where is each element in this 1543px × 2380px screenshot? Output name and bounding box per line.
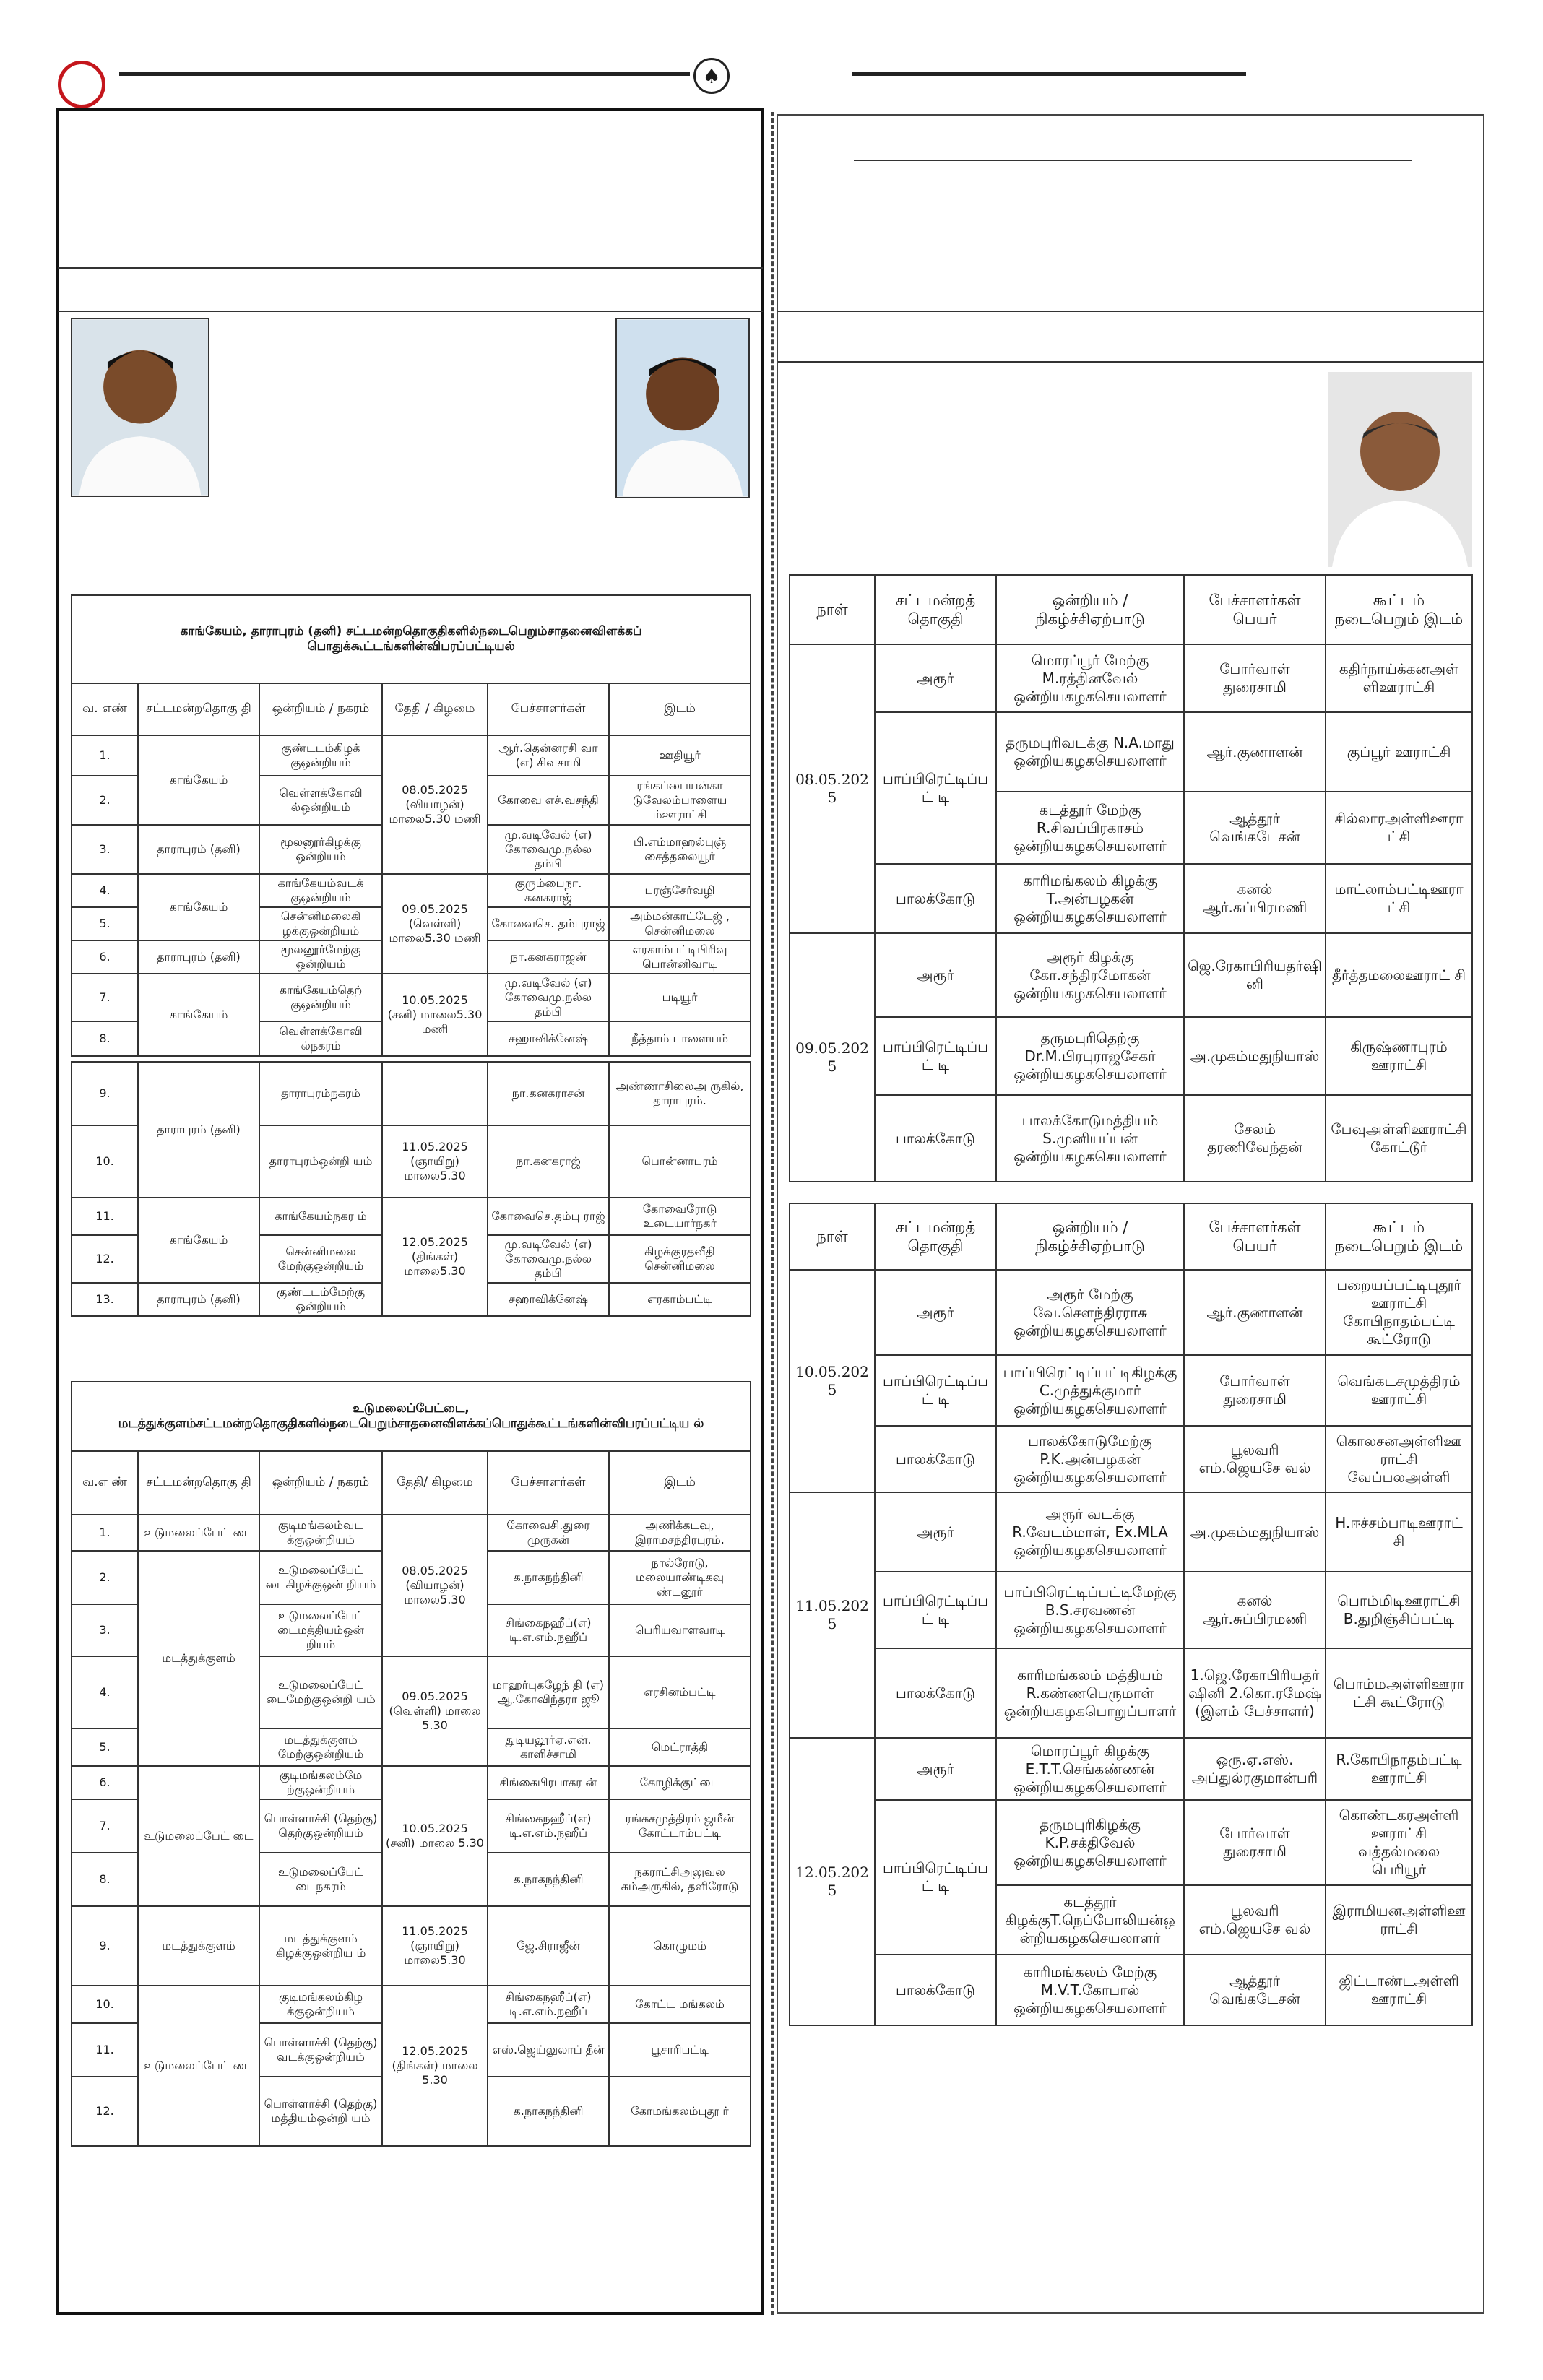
cell: 08.05.2025 (வியாழன்) மாலை5.30 மணி: [382, 735, 488, 874]
cell: பாலக்கோடுமேற்கு P.K.அன்பழகன் ஒன்றியகழகசெயலாளர்: [996, 1426, 1184, 1492]
cell: பொம்மிடிஊராட்சி B.துறிஞ்சிப்பட்டி: [1326, 1572, 1472, 1648]
cell: தருமபுரிதெற்கு Dr.M.பிரபுராஜசேகர் ஒன்றியகழகசெயலாளர்: [996, 1017, 1184, 1095]
cell: [382, 1062, 488, 1125]
cell: மடத்துக்குளம் மேற்குஒன்றியம்: [259, 1728, 382, 1766]
cell: போர்வாள் துரைசாமி: [1184, 1355, 1326, 1426]
cell: 1.: [72, 1515, 138, 1551]
col-header: பேச்சாளர்கள்: [488, 683, 609, 735]
cell: 10.: [72, 1986, 138, 2023]
cell: கடத்தூர் மேற்கு R.சிவப்பிரகாசம் ஒன்றியகழகசெயலாளர்: [996, 792, 1184, 864]
cell: 7.: [72, 1799, 138, 1853]
col-header: வ. எண்: [72, 683, 138, 735]
cell: வெள்ளக்கோவி ல்நகரம்: [259, 1021, 382, 1056]
col-header: சட்டமன்றதொகு தி: [138, 1451, 259, 1515]
cell: பாலக்கோடு: [875, 1648, 996, 1738]
cell: உடுமலைப்பேட் டை: [138, 1986, 259, 2146]
cell: ஆர்.குணாளன்: [1184, 712, 1326, 792]
table-row: [72, 1515, 751, 1551]
cell: பாப்பிரெட்டிப்பட் டி: [875, 1572, 996, 1648]
cell: 3.: [72, 1604, 138, 1656]
cell: 12.: [72, 2077, 138, 2146]
cell: கோவைசெ. தம்புராஜ்: [488, 907, 609, 940]
cell: 9.: [72, 1906, 138, 1986]
cell: தருமபுரிவடக்கு N.A.மாது ஒன்றியகழகசெயலாளர்: [996, 712, 1184, 792]
table-caption: உடுமலைப்பேட்டை, மடத்துக்குளம்சட்டமன்றதொகுதிகளில்நடைபெறும்சாதனைவிளக்கப்பொதுக்கூட்டங்களின்விபரப்பட்டிய ல்: [72, 1382, 751, 1451]
cell: உடுமலைப்பேட் டை: [138, 1515, 259, 1551]
cell: பாப்பிரெட்டிப்பட்டிகிழக்கு C.முத்துக்குமார் ஒன்றியகழகசெயலாளர்: [996, 1355, 1184, 1426]
cell: தாராபுரம் (தனி): [138, 940, 259, 974]
cell: சில்லாரஅள்ளிஊரா ட்சி: [1326, 792, 1472, 864]
cell: அரூர் வடக்கு R.வேடம்மாள், Ex.MLA ஒன்றியகழகசெயலாளர்: [996, 1492, 1184, 1572]
cell: இராமியனஅள்ளிஊ ராட்சி: [1326, 1885, 1472, 1955]
table-row: [790, 1017, 1472, 1095]
col-header: நாள்: [790, 1203, 875, 1270]
cell: கொண்டகரஅள்ளி ஊராட்சி வத்தல்மலை பெரியூர்: [1326, 1800, 1472, 1885]
cell: நீத்தாம் பாளையம்: [609, 1021, 751, 1056]
cell: கனல் ஆர்.சுப்பிரமணி: [1184, 1572, 1326, 1648]
cell: குண்டடம்மேற்கு ஒன்றியம்: [259, 1283, 382, 1316]
cell: 12.: [72, 1235, 138, 1283]
cell: அம்மன்காட்டேஜ் , சென்னிமலை: [609, 907, 751, 940]
cell: கோமங்கலம்புதூ ர்: [609, 2077, 751, 2146]
cell: பாலக்கோடு: [875, 1955, 996, 2025]
cell: குடிமங்கலம்கிழ க்குஒன்றியம்: [259, 1986, 382, 2023]
cell: மூலனூர்கிழக்கு ஒன்றியம்: [259, 825, 382, 874]
cell: 8.: [72, 1021, 138, 1056]
table-row: [790, 1955, 1472, 2025]
cell: மொரப்பூர் கிழக்கு E.T.T.செங்கண்ணன் ஒன்றியகழகசெயலாளர்: [996, 1738, 1184, 1800]
cell: மெட்ராத்தி: [609, 1728, 751, 1766]
cell: உடுமலைப்பேட் டைமத்தியம்ஒன் றியம்: [259, 1604, 382, 1656]
cell: சஹாவிக்னேஷ்: [488, 1283, 609, 1316]
cell: க.நாகநந்தினி: [488, 1853, 609, 1906]
cell: காங்கேயம்: [138, 974, 259, 1056]
col-header: பேச்சாளர்கள் பெயர்: [1184, 575, 1326, 644]
table-row: [72, 874, 751, 907]
cell: நால்ரோடு, மலையாண்டிகவு ண்டனூர்: [609, 1551, 751, 1604]
cell: எஸ்.ஜெய்லுலாப் தீன்: [488, 2023, 609, 2077]
cell: உடுமலைப்பேட் டைகிழக்குஒன் றியம்: [259, 1551, 382, 1604]
table-row: [790, 1426, 1472, 1492]
right-rule-2: [778, 361, 1483, 363]
col-header: சட்டமன்றத் தொகுதி: [875, 1203, 996, 1270]
cell: குப்பூர் ஊராட்சி: [1326, 712, 1472, 792]
cell: 10.05.2025 (சனி) மாலை 5.30: [382, 1766, 488, 1906]
left-schedule-table-2: [71, 1381, 751, 2147]
cell: சிங்கைபிரபாகர ன்: [488, 1766, 609, 1799]
cell: பரஞ்சேர்வழி: [609, 874, 751, 907]
cell: 11.: [72, 2023, 138, 2077]
col-header: ஒன்றியம் /நிகழ்ச்சிஏற்பாடு: [996, 1203, 1184, 1270]
right-schedule-table-1: [789, 574, 1473, 1182]
cell: உடுமலைப்பேட் டை: [138, 1766, 259, 1906]
cell: அண்ணாசிலைஅ ருகில், தாராபுரம்.: [609, 1062, 751, 1125]
cell: தாராபுரம்ஒன்றி யம்: [259, 1125, 382, 1198]
cell: போர்வாள் துரைசாமி: [1184, 1800, 1326, 1885]
cell: பொள்ளாச்சி (தெற்கு) வடக்குஒன்றியம்: [259, 2023, 382, 2077]
cell: காரிமங்கலம் மேற்கு M.V.T.கோபால் ஒன்றியகழகசெயலாளர்: [996, 1955, 1184, 2025]
cell: கோட்ட மங்கலம்: [609, 1986, 751, 2023]
header-rule-left: [119, 72, 690, 76]
date-cell: 11.05.2025: [790, 1492, 875, 1738]
cell: பாலக்கோடு: [875, 1426, 996, 1492]
left-schedule-table-1: [71, 594, 751, 1317]
cell: 4.: [72, 1656, 138, 1728]
cell: க.நாகநந்தினி: [488, 1551, 609, 1604]
col-header: கூட்டம் நடைபெறும் இடம்: [1326, 575, 1472, 644]
leader-photo-right: [1328, 372, 1472, 567]
cell: சேலம் தரணிவேந்தன்: [1184, 1095, 1326, 1182]
cell: பறையப்பட்டிபுதூர் ஊராட்சி கோபிநாதம்பட்டி கூட்ரோடு: [1326, 1270, 1472, 1355]
cell: 13.: [72, 1283, 138, 1316]
cell: வெள்ளக்கோவி ல்ஒன்றியம்: [259, 776, 382, 825]
cell: படியூர்: [609, 974, 751, 1021]
cell: கொலசனஅள்ளிஊ ராட்சி வேப்பலஅள்ளி: [1326, 1426, 1472, 1492]
cell: நா.கனகராசன்: [488, 1062, 609, 1125]
cell: பொன்னாபுரம்: [609, 1125, 751, 1198]
cell: கொழுமம்: [609, 1906, 751, 1986]
cell: 6.: [72, 940, 138, 974]
cell: பொள்ளாச்சி (தெற்கு) மத்தியம்ஒன்றி யம்: [259, 2077, 382, 2146]
elephant-emblem-icon: ♠: [693, 58, 730, 94]
cell: கோவைசி.துரை முருகன்: [488, 1515, 609, 1551]
table-row: [790, 864, 1472, 933]
date-cell: 12.05.2025: [790, 1738, 875, 2025]
column-divider: [772, 112, 774, 2315]
cell: அரூர்: [875, 1492, 996, 1572]
col-header: ஒன்றியம் /நிகழ்ச்சிஏற்பாடு: [996, 575, 1184, 644]
cell: பேவுஅள்ளிஊராட்சி கோட்டூர்: [1326, 1095, 1472, 1182]
table-row: [72, 1766, 751, 1799]
cell: 12.05.2025 (திங்கள்) மாலை5.30: [382, 1198, 488, 1316]
right-schedule-table-2: [789, 1203, 1473, 2026]
table-row: [790, 1492, 1472, 1572]
cell: காரிமங்கலம் கிழக்கு T.அன்பழகன் ஒன்றியகழகசெயலாளர்: [996, 864, 1184, 933]
date-cell: 09.05.2025: [790, 933, 875, 1182]
cell: தருமபுரிகிழக்கு K.P.சக்திவேல் ஒன்றியகழகசெயலாளர்: [996, 1800, 1184, 1885]
cell: 10.05.2025 (சனி) மாலை5.30 மணி: [382, 974, 488, 1056]
col-header: சட்டமன்றதொகு தி: [138, 683, 259, 735]
cell: அணிக்கடவு, இராமசந்திரபுரம்.: [609, 1515, 751, 1551]
cell: பூசாரிபட்டி: [609, 2023, 751, 2077]
cell: R.கோபிநாதம்பட்டி ஊராட்சி: [1326, 1738, 1472, 1800]
cell: கடத்தூர் கிழக்குT.நெப்போலியன்ஒ ன்றியகழகசெயலாளர்: [996, 1885, 1184, 1955]
cell: மு.வடிவேல் (எ) கோவைமு.நல்ல தம்பி: [488, 1235, 609, 1283]
table-row: [72, 1906, 751, 1986]
cell: குடிமங்கலம்மே ற்குஒன்றியம்: [259, 1766, 382, 1799]
cell: ஜிட்டாண்டஅள்ளி ஊராட்சி: [1326, 1955, 1472, 2025]
cell: பாலக்கோடுமத்தியம் S.முனியப்பன் ஒன்றியகழகசெயலாளர்: [996, 1095, 1184, 1182]
cell: 11.05.2025 (ஞாயிறு) மாலை5.30: [382, 1906, 488, 1986]
cell: மு.வடிவேல் (எ) கோவைமு.நல்ல தம்பி: [488, 825, 609, 874]
col-header: ஒன்றியம் / நகரம்: [259, 1451, 382, 1515]
cell: காங்கேயம்: [138, 1198, 259, 1283]
cell: சிங்கைநஹீப்(எ) டி.எ.எம்.நஹீப்: [488, 1986, 609, 2023]
col-header: ஒன்றியம் / நகரம்: [259, 683, 382, 735]
table-row: [790, 1095, 1472, 1182]
col-header: பேச்சாளர்கள்: [488, 1451, 609, 1515]
cell: ஊதியூர்: [609, 735, 751, 776]
cell: ரங்கப்பையன்கா டுவேலம்பாளைய ம்ஊராட்சி: [609, 776, 751, 825]
table-row: [790, 1800, 1472, 1885]
cell: ஆர்.தென்னரசி வா (எ) சிவசாமி: [488, 735, 609, 776]
table-row: [72, 1062, 751, 1125]
col-header: தேதி / கிழமை: [382, 683, 488, 735]
table-row: [790, 644, 1472, 712]
cell: மாஹர்புகழேந் தி (எ) ஆ.கோவிந்தரா ஜூ: [488, 1656, 609, 1728]
cell: சிங்கைநஹீப்(எ) டி.எ.எம்.நஹீப்: [488, 1799, 609, 1853]
cell: பொள்ளாச்சி (தெற்கு) தெற்குஒன்றியம்: [259, 1799, 382, 1853]
left-rule-2: [58, 311, 763, 312]
cell: கோழிக்குட்டை: [609, 1766, 751, 1799]
cell: பூலவரி எம்.ஜெயசே வல்: [1184, 1426, 1326, 1492]
cell: பாப்பிரெட்டிப்பட் டி: [875, 1355, 996, 1426]
cell: மடத்துக்குளம் கிழக்குஒன்றிய ம்: [259, 1906, 382, 1986]
cell: 12.05.2025 (திங்கள்) மாலை 5.30: [382, 1986, 488, 2146]
cell: 11.05.2025 (ஞாயிறு) மாலை5.30: [382, 1125, 488, 1198]
col-header: கூட்டம் நடைபெறும் இடம்: [1326, 1203, 1472, 1270]
cell: பாப்பிரெட்டிப்பட் டி: [875, 1017, 996, 1095]
cell: ஆத்தூர் வெங்கடேசன்: [1184, 792, 1326, 864]
red-circle-logo: [58, 61, 105, 108]
date-cell: 08.05.2025: [790, 644, 875, 933]
cell: 1.ஜெ.ரேகாபிரியதர் ஷினி 2.கொ.ரமேஷ் (இளம் பேச்சாளர்): [1184, 1648, 1326, 1738]
cell: மாட்லாம்பட்டிஊரா ட்சி: [1326, 864, 1472, 933]
cell: அரூர்: [875, 644, 996, 712]
cell: தாராபுரம் (தனி): [138, 1283, 259, 1316]
cell: காங்கேயம்நகர ம்: [259, 1198, 382, 1235]
cell: அரூர்: [875, 1738, 996, 1800]
cell: க.நாகநந்தினி: [488, 2077, 609, 2146]
cell: 11.: [72, 1198, 138, 1235]
cell: கிழக்குரதவீதி சென்னிமலை: [609, 1235, 751, 1283]
cell: காரிமங்கலம் மத்தியம் R.கண்ணபெருமாள் ஒன்றியகழகபொறுப்பாளர்: [996, 1648, 1184, 1738]
cell: ரங்கசமுத்திரம் ஜமீன் கோட்டாம்பட்டி: [609, 1799, 751, 1853]
cell: நகராட்சிஅலுவல கம்அருகில், தளிரோடு: [609, 1853, 751, 1906]
cell: பி.எம்மாஹல்புஞ் சைத்தலையூர்: [609, 825, 751, 874]
cell: கதிர்நாய்க்கனஅள் ளிஊராட்சி: [1326, 644, 1472, 712]
cell: 6.: [72, 1766, 138, 1799]
cell: வெங்கடசமுத்திரம் ஊராட்சி: [1326, 1355, 1472, 1426]
cell: 1.: [72, 735, 138, 776]
cell: தாராபுரம்நகரம்: [259, 1062, 382, 1125]
table-caption: காங்கேயம், தாராபுரம் (தனி) சட்டமன்றதொகுதிகளில்நடைபெறும்சாதனைவிளக்கப் பொதுக்கூட்டங்களின்விபரப்பட்டியல்: [72, 595, 751, 683]
cell: 4.: [72, 874, 138, 907]
cell: அ.முகம்மதுநியாஸ்: [1184, 1017, 1326, 1095]
table-row: [72, 1986, 751, 2023]
table-row: [790, 1270, 1472, 1355]
cell: நா.கனகராஜன்: [488, 940, 609, 974]
cell: பாலக்கோடு: [875, 864, 996, 933]
cell: பாப்பிரெட்டிப்பட்டிமேற்கு B.S.சரவணன் ஒன்றியகழகசெயலாளர்: [996, 1572, 1184, 1648]
left-rule-1: [58, 267, 763, 269]
cell: பூலவரி எம்.ஜெயசே வல்: [1184, 1885, 1326, 1955]
cell: நா.கனகராஜ்: [488, 1125, 609, 1198]
col-header: நாள்: [790, 575, 875, 644]
cell: ஒரு.ஏ.எஸ். அப்துல்ரகுமான்பரி: [1184, 1738, 1326, 1800]
col-header: இடம்: [609, 683, 751, 735]
cell: கனல் ஆர்.சுப்பிரமணி: [1184, 864, 1326, 933]
col-header: தேதி/ கிழமை: [382, 1451, 488, 1515]
right-rule-thin: [854, 160, 1412, 161]
cell: சென்னிமலைகி ழக்குஒன்றியம்: [259, 907, 382, 940]
cell: 9.: [72, 1062, 138, 1125]
cell: பெரியவாளவாடி: [609, 1604, 751, 1656]
cell: கோவை எச்.வசந்தி: [488, 776, 609, 825]
cell: மூலனூர்மேற்கு ஒன்றியம்: [259, 940, 382, 974]
cell: 2.: [72, 776, 138, 825]
cell: அரூர்: [875, 933, 996, 1017]
cell: பாப்பிரெட்டிப்பட் டி: [875, 712, 996, 864]
cell: அரூர்: [875, 1270, 996, 1355]
table-row: [790, 1648, 1472, 1738]
cell: H.ஈச்சம்பாடிஊராட் சி: [1326, 1492, 1472, 1572]
cell: எரகாம்பட்டிபிரிவு பொன்னிவாடி: [609, 940, 751, 974]
cell: போர்வாள் துரைசாமி: [1184, 644, 1326, 712]
table-row: [72, 735, 751, 776]
cell: கிருஷ்ணாபுரம் ஊராட்சி: [1326, 1017, 1472, 1095]
cell: 10.: [72, 1125, 138, 1198]
cell: தாராபுரம் (தனி): [138, 1062, 259, 1198]
cell: துடியலூர்ஏ.என். காளிச்சாமி: [488, 1728, 609, 1766]
table-row: [790, 1738, 1472, 1800]
header-rule-right: [852, 72, 1246, 76]
cell: காங்கேயம்: [138, 735, 259, 825]
cell: காங்கேயம்வடக் குஒன்றியம்: [259, 874, 382, 907]
cell: சஹாவிக்னேஷ்: [488, 1021, 609, 1056]
cell: 09.05.2025 (வெள்ளி) மாலை 5.30: [382, 1656, 488, 1766]
cell: அரூர் கிழக்கு கோ.சந்திரமோகன் ஒன்றியகழகசெயலாளர்: [996, 933, 1184, 1017]
cell: 5.: [72, 1728, 138, 1766]
col-header: சட்டமன்றத் தொகுதி: [875, 575, 996, 644]
col-header: பேச்சாளர்கள் பெயர்: [1184, 1203, 1326, 1270]
cell: தாராபுரம் (தனி): [138, 825, 259, 874]
cell: 3.: [72, 825, 138, 874]
cell: மடத்துக்குளம்: [138, 1551, 259, 1766]
cell: ஆத்தூர் வெங்கடேசன்: [1184, 1955, 1326, 2025]
col-header: இடம்: [609, 1451, 751, 1515]
table-row: [790, 1572, 1472, 1648]
cell: 7.: [72, 974, 138, 1021]
cell: உடுமலைப்பேட் டைமேற்குஒன்றி யம்: [259, 1656, 382, 1728]
cell: மு.வடிவேல் (எ) கோவைமு.நல்ல தம்பி: [488, 974, 609, 1021]
cell: சென்னிமலை மேற்குஒன்றியம்: [259, 1235, 382, 1283]
table-row: [790, 1355, 1472, 1426]
cell: எரசினம்பட்டி: [609, 1656, 751, 1728]
cell: 08.05.2025 (வியாழன்) மாலை5.30: [382, 1515, 488, 1656]
cell: குண்டடம்கிழக் குஒன்றியம்: [259, 735, 382, 776]
cell: மடத்துக்குளம்: [138, 1906, 259, 1986]
cell: மொரப்பூர் மேற்கு M.ரத்தினவேல் ஒன்றியகழகசெயலாளர்: [996, 644, 1184, 712]
cell: சிங்கைநஹீப்(எ) டி.எ.எம்.நஹீப்: [488, 1604, 609, 1656]
cell: குரும்பைநா. கனகராஜ்: [488, 874, 609, 907]
cell: தீர்த்தமலைஊராட் சி: [1326, 933, 1472, 1017]
table-row: [790, 933, 1472, 1017]
table-row: [72, 1198, 751, 1235]
cell: அரூர் மேற்கு வே.சௌந்திரராசு ஒன்றியகழகசெயலாளர்: [996, 1270, 1184, 1355]
leader-photo-center: [615, 318, 750, 498]
cell: காங்கேயம்தெற் குஒன்றியம்: [259, 974, 382, 1021]
col-header: வ.எ ண்: [72, 1451, 138, 1515]
cell: பாலக்கோடு: [875, 1095, 996, 1182]
cell: 09.05.2025 (வெள்ளி) மாலை5.30 மணி: [382, 874, 488, 974]
cell: உடுமலைப்பேட் டைநகரம்: [259, 1853, 382, 1906]
cell: காங்கேயம்: [138, 874, 259, 940]
cell: ஜெ.ரேகாபிரியதர்ஷி னி: [1184, 933, 1326, 1017]
leader-photo-left: [71, 318, 209, 497]
cell: ஆர்.குணாளன்: [1184, 1270, 1326, 1355]
cell: 8.: [72, 1853, 138, 1906]
cell: குடிமங்கலம்வட க்குஒன்றியம்: [259, 1515, 382, 1551]
table-row: [72, 974, 751, 1021]
cell: பொம்மஅள்ளிஊரா ட்சி கூட்ரோடு: [1326, 1648, 1472, 1738]
table-row: [790, 712, 1472, 792]
cell: அ.முகம்மதுநியாஸ்: [1184, 1492, 1326, 1572]
cell: பாப்பிரெட்டிப்பட் டி: [875, 1800, 996, 1955]
cell: கோவைசெ.தம்பு ராஜ்: [488, 1198, 609, 1235]
date-cell: 10.05.2025: [790, 1270, 875, 1492]
cell: 5.: [72, 907, 138, 940]
cell: எரகாம்பட்டி: [609, 1283, 751, 1316]
cell: ஜே.சிராஜீன்: [488, 1906, 609, 1986]
cell: 2.: [72, 1551, 138, 1604]
right-rule-1: [778, 311, 1483, 312]
cell: கோவைரோடு உடையார்நகர்: [609, 1198, 751, 1235]
